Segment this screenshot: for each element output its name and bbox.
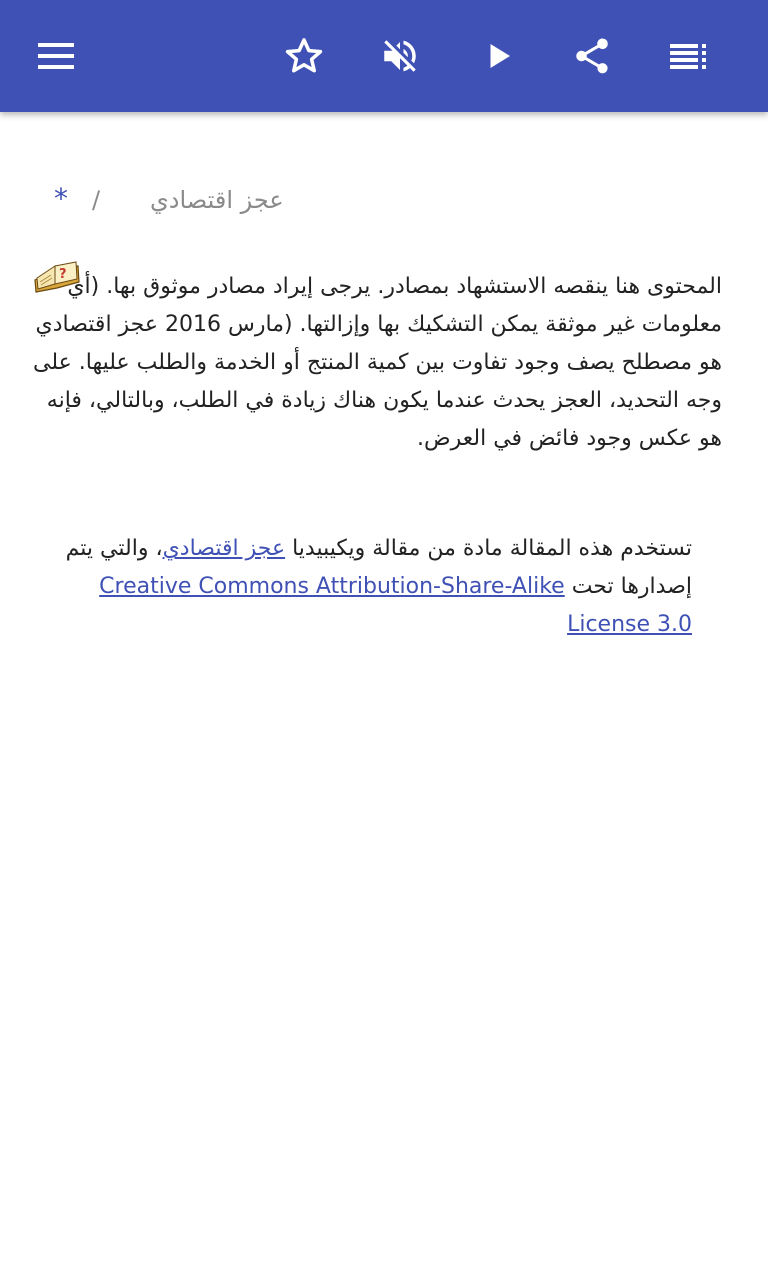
favorite-button[interactable] bbox=[276, 28, 332, 84]
menu-icon bbox=[36, 36, 76, 76]
menu-button[interactable] bbox=[28, 28, 84, 84]
attribution bbox=[32, 530, 692, 644]
star-outline-icon bbox=[283, 35, 325, 77]
license-link[interactable]: Creative Commons Attribution-Share-Alike License 3.0 bbox=[99, 574, 692, 637]
article-paragraph: المحتوى هنا ينقصه الاستشهاد بمصادر. يرجى إيراد مصادر موثوق بها. (أي معلومات غير موثقة يمكن التشكيك بها وإزالتها. (مارس 2016 عجز اقتصادي هو مصطلح يصف وجود تفاوت بين كمية المنتج أو الخدمة والطلب عليها. على وجه التحديد، العجز يحدث عندما يكون هناك زيادة في الطلب، وبالتالي، فإنه هو عكس وجود فائض في العرض. bbox=[33, 274, 722, 451]
contents-button[interactable] bbox=[660, 28, 716, 84]
article-source-link[interactable]: عجز اقتصادي bbox=[162, 536, 286, 561]
list-icon bbox=[668, 36, 708, 76]
svg-text:?: ? bbox=[59, 267, 67, 282]
attribution-middle: ، والتي يتم إصدارها تحت bbox=[65, 536, 692, 599]
share-icon bbox=[571, 35, 613, 77]
attribution-prefix: تستخدم هذه المقالة مادة من مقالة ويكيبيديا bbox=[285, 536, 692, 561]
article-body bbox=[32, 268, 722, 458]
mute-button[interactable] bbox=[372, 28, 428, 84]
breadcrumb-current: عجز اقتصادي bbox=[150, 186, 284, 214]
app-toolbar bbox=[0, 0, 768, 112]
play-button[interactable] bbox=[470, 28, 526, 84]
breadcrumb-separator: / bbox=[92, 186, 101, 214]
play-icon bbox=[480, 38, 516, 74]
breadcrumb-home-link[interactable]: * bbox=[54, 182, 68, 215]
volume-off-icon bbox=[379, 35, 421, 77]
share-button[interactable] bbox=[564, 28, 620, 84]
breadcrumb bbox=[54, 182, 354, 222]
